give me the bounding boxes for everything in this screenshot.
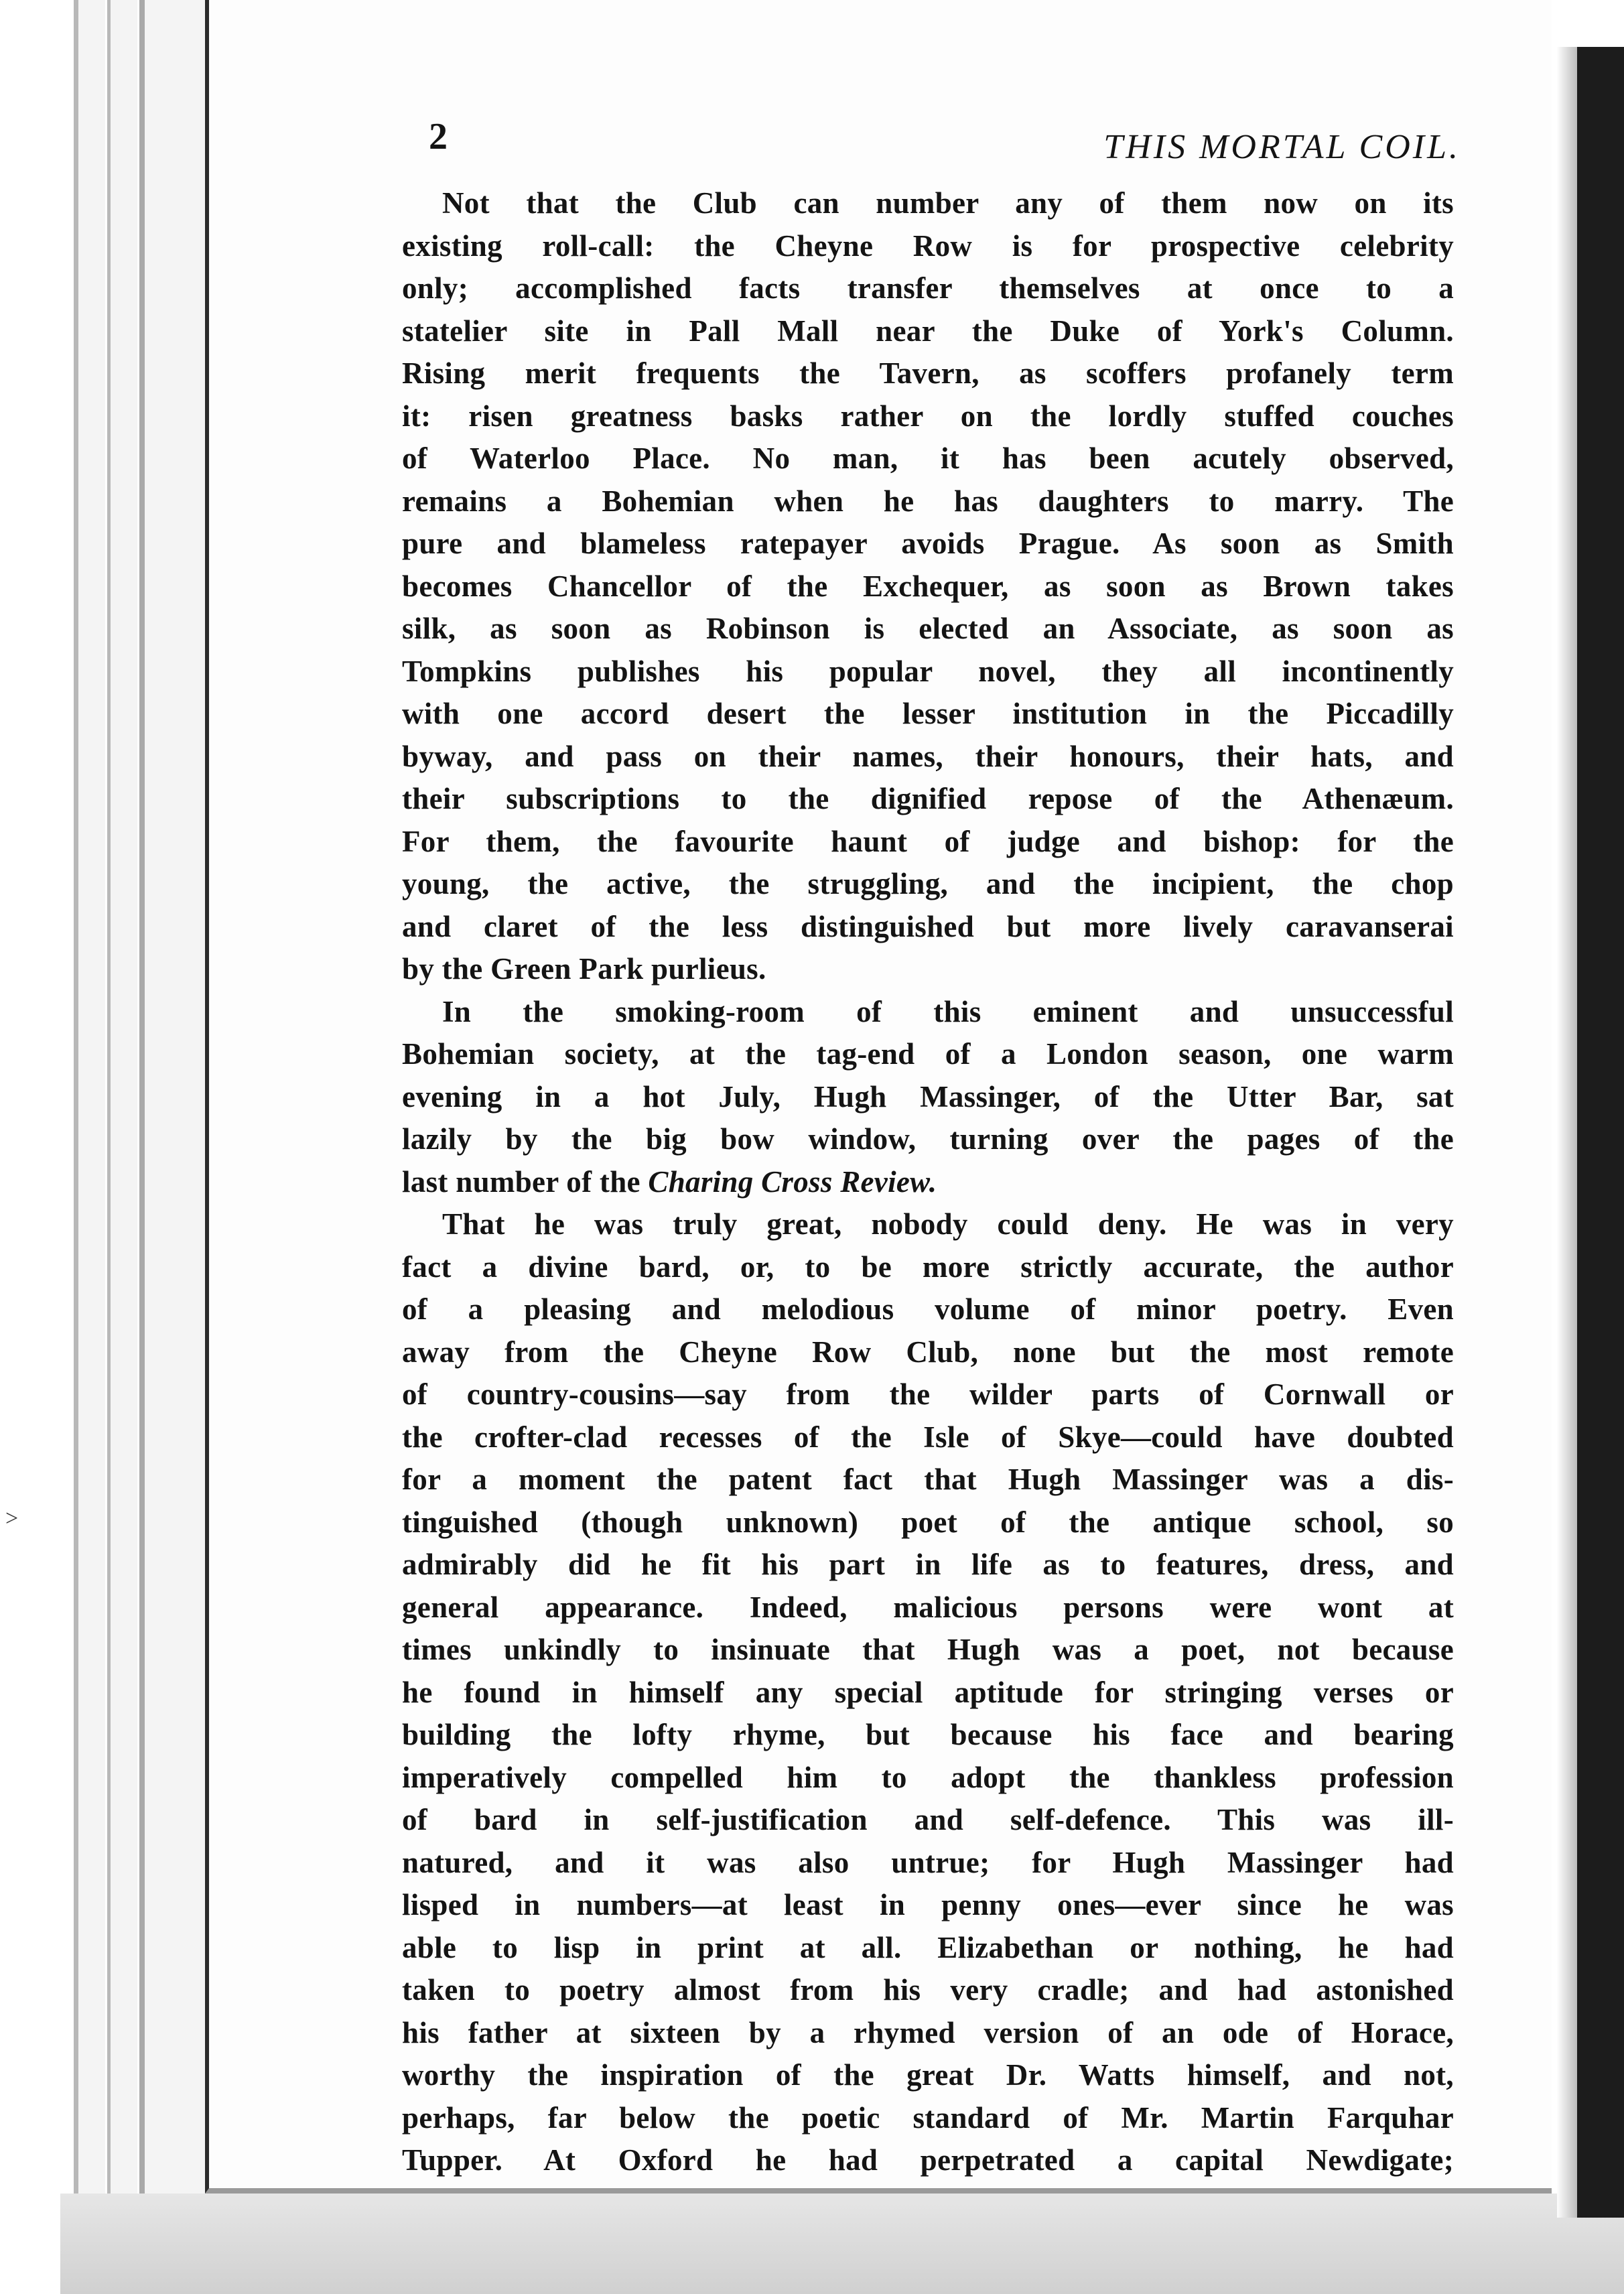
text-fragment: last number of the [402,1164,649,1199]
gutter-shade [1557,47,1577,2218]
text-line: pure and blameless ratepayer avoids Prague. As soon as Smith [402,527,1454,560]
text-line: Tompkins publishes his popular novel, they all incontinently [402,654,1454,688]
text-line: perhaps, far below the poetic standard of Mr. Martin Farquhar [402,2100,1454,2135]
running-title: THIS MORTAL COIL. [1103,128,1461,166]
text-line: In the smoking-room of this eminent and unsuccessful [442,994,1454,1028]
text-line: That he was truly great, nobody could deny. He was in very [442,1207,1454,1241]
facing-page-edge [1577,47,1624,2218]
page-header [429,107,1461,174]
text-line: statelier site in Pall Mall near the Duke of York's Column. [402,314,1454,348]
text-line: admirably did he fit his part in life as to features, dress, and [402,1548,1454,1581]
page-edge-3 [139,0,205,2230]
text-line: general appearance. Indeed, malicious persons were wont at [402,1590,1454,1624]
text-line: only; accomplished facts transfer themselves at once to a [402,271,1454,305]
text-line: of a pleasing and melodious volume of minor poetry. Even [402,1292,1454,1326]
text-line: young, the active, the struggling, and the incipient, the chop [402,867,1454,900]
text-line: tinguished (though unknown) poet of the antique school, so [402,1505,1454,1539]
text-line: able to lisp in print at all. Elizabethan or nothing, he had [402,1930,1454,1964]
scan-bottom-shade [60,2194,1624,2294]
text-line: byway, and pass on their names, their honours, their hats, and [402,739,1454,773]
text-line: remains a Bohemian when he has daughters to marry. The [402,484,1454,518]
text-line: becomes Chancellor of the Exchequer, as soon as Brown takes [402,569,1454,603]
text-line: it: risen greatness basks rather on the lordly stuffed couches [402,399,1454,433]
text-line: Bohemian society, at the tag-end of a London season, one warm [402,1037,1454,1071]
text-line: by the Green Park purlieus. [402,952,766,986]
text-line: lisped in numbers—at least in penny ones—ever since he was [402,1888,1454,1921]
page-number: 2 [429,116,448,157]
text-line: of country-cousins—say from the wilder parts of Cornwall or [402,1377,1454,1411]
text-line: natured, and it was also untrue; for Hugh Massinger had [402,1845,1454,1879]
text-line: evening in a hot July, Hugh Massinger, of the Utter Bar, sat [402,1079,1454,1114]
text-line: for a moment the patent fact that Hugh Massinger was a dis- [402,1463,1454,1496]
text-line: existing roll-call: the Cheyne Row is for prospective celebrity [402,228,1454,263]
text-line: For them, the favourite haunt of judge and bishop: for the [402,824,1454,858]
text-line: Tupper. At Oxford he had perpetrated a capital Newdigate; [402,2143,1454,2177]
periodical-title: Charing Cross Review. [648,1164,937,1199]
margin-mark: > [5,1506,19,1531]
text-line: their subscriptions to the dignified repose of the Athenæum. [402,782,1454,815]
text-line: imperatively compelled him to adopt the thankless profession [402,1760,1454,1794]
text-line: his father at sixteen by a rhymed version of an ode of Horace, [402,2015,1454,2049]
text-line: building the lofty rhyme, but because his face and bearing [402,1718,1454,1751]
text-line: silk, as soon as Robinson is elected an Associate, as soon as [402,612,1454,645]
text-line: away from the Cheyne Row Club, none but the most remote [402,1335,1454,1369]
text-line: with one accord desert the lesser institution in the Piccadilly [402,697,1454,730]
text-line: fact a divine bard, or, to be more strictly accurate, the author [402,1250,1454,1284]
text-line [402,1161,1454,1204]
page-edge-2 [107,0,137,2230]
text-line: lazily by the big bow window, turning over the pages of the [402,1122,1454,1156]
text-line: taken to poetry almost from his very cradle; and had astonished [402,1973,1454,2007]
text-line: Not that the Club can number any of them now on its [442,186,1454,220]
page-edge-1 [74,0,105,2230]
text-line: the crofter-clad recesses of the Isle of Skye—could have doubted [402,1420,1454,1454]
text-line: Rising merit frequents the Tavern, as scoffers profanely term [402,356,1454,390]
text-line: he found in himself any special aptitude for stringing verses or [402,1675,1454,1709]
text-line: worthy the inspiration of the great Dr. Watts himself, and not, [402,2058,1454,2092]
text-line: of Waterloo Place. No man, it has been acutely observed, [402,442,1454,475]
text-line: and claret of the less distinguished but more lively caravanserai [402,909,1454,943]
text-line: of bard in self-justification and self-defence. This was ill- [402,1803,1454,1836]
text-line: times unkindly to insinuate that Hugh was a poet, not because [402,1633,1454,1666]
body-text [402,182,1454,2182]
